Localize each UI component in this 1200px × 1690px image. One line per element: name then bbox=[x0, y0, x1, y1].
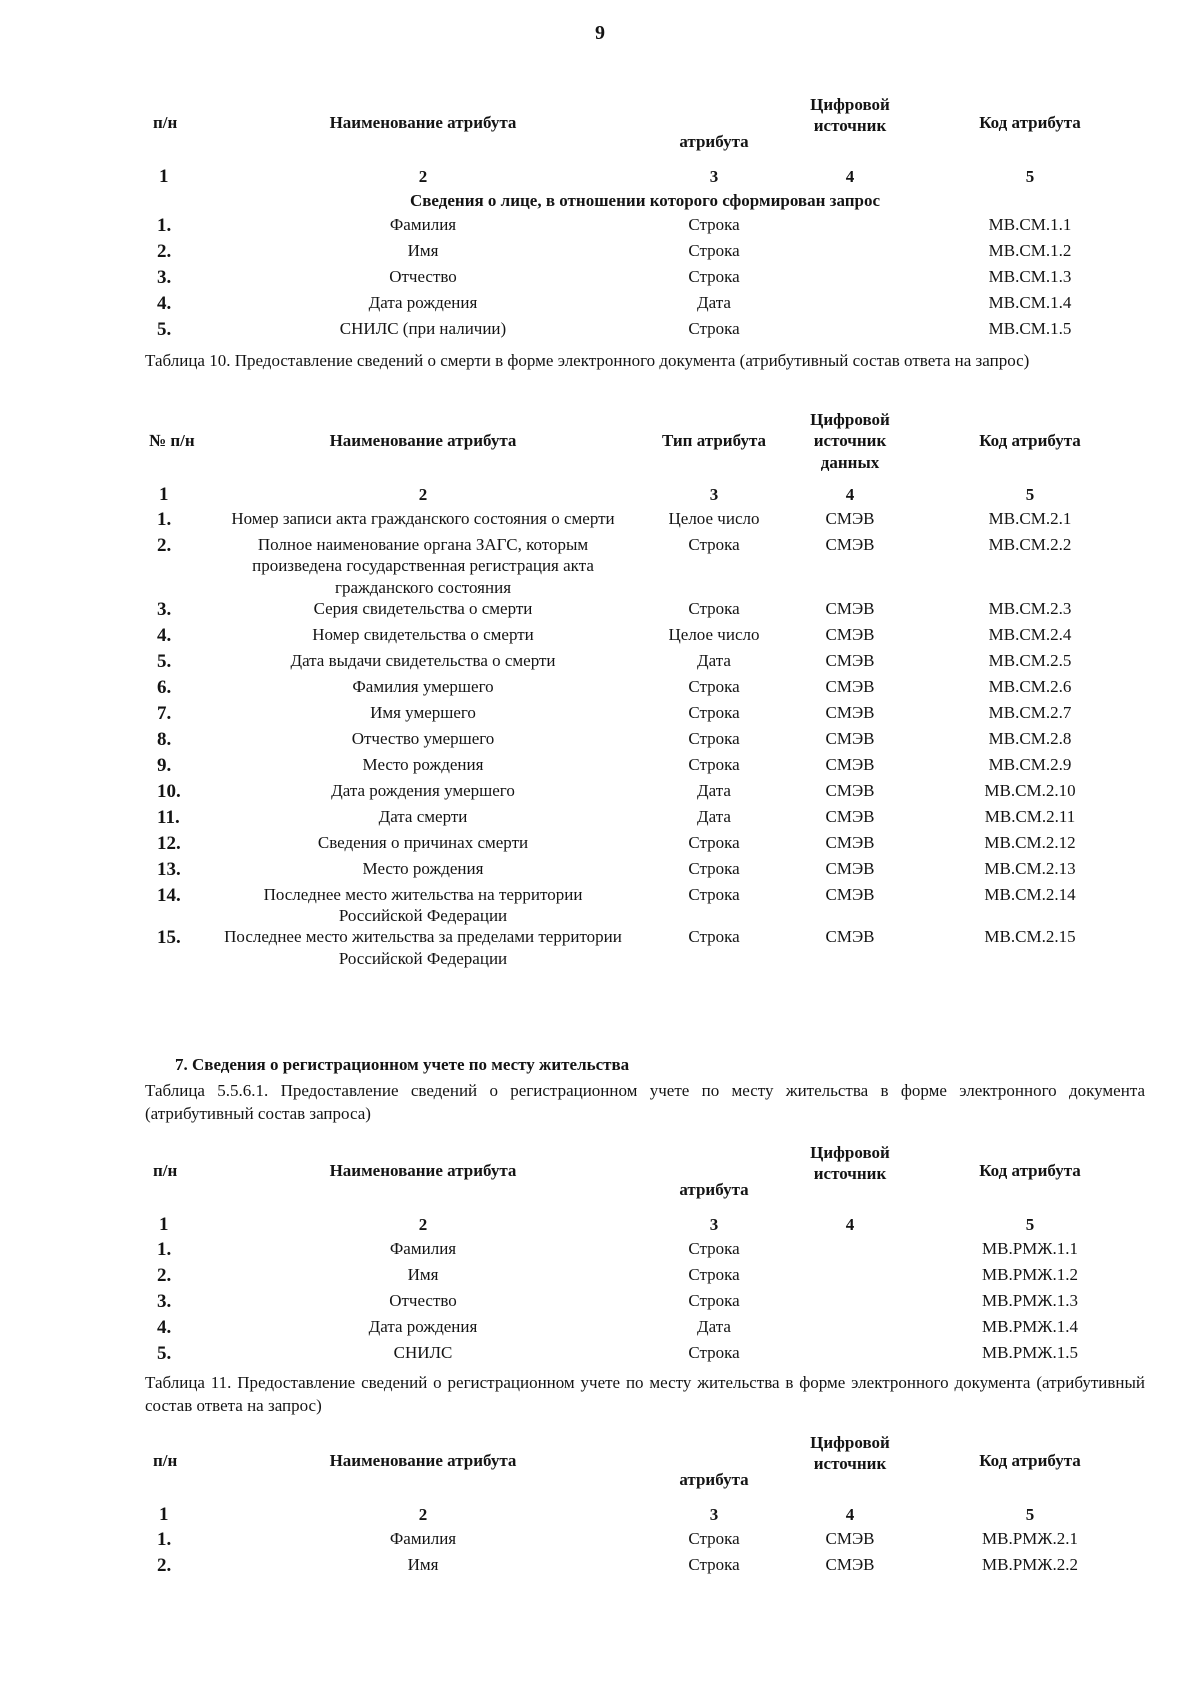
table-row bbox=[145, 624, 1145, 650]
attribute-name: Место рождения bbox=[362, 754, 484, 774]
attribute-type: Строка bbox=[688, 1239, 740, 1258]
row-number: 3. bbox=[157, 1291, 172, 1312]
table-row bbox=[145, 1238, 1145, 1264]
attribute-source bbox=[785, 292, 915, 318]
attribute-code: МВ.РМЖ.1.4 bbox=[981, 1317, 1078, 1336]
attribute-type: Дата bbox=[697, 293, 731, 312]
table-body bbox=[145, 1212, 1145, 1368]
attribute-code: МВ.СМ.1.5 bbox=[988, 319, 1072, 338]
attribute-code: МВ.СМ.2.2 bbox=[988, 535, 1072, 554]
column-index: 4 bbox=[845, 167, 855, 187]
attribute-type: Дата bbox=[697, 806, 731, 826]
attribute-type: Строка bbox=[688, 1343, 740, 1362]
table-row bbox=[145, 266, 1145, 292]
attribute-source bbox=[785, 1290, 915, 1316]
column-index: 1 bbox=[159, 1504, 169, 1526]
table-row bbox=[145, 780, 1145, 806]
attribute-code: МВ.СМ.1.3 bbox=[988, 267, 1072, 286]
table-row bbox=[145, 214, 1145, 240]
attribute-type: Строка bbox=[688, 728, 740, 748]
attribute-type: Строка bbox=[688, 1265, 740, 1284]
attribute-name: Сведения о причинах смерти bbox=[317, 832, 529, 852]
table-row bbox=[145, 650, 1145, 676]
attribute-source bbox=[785, 266, 915, 292]
table-registration-response bbox=[145, 1420, 1145, 1580]
attribute-source: СМЭВ bbox=[825, 509, 875, 528]
row-number: 1. bbox=[157, 215, 172, 236]
row-number: 12. bbox=[157, 832, 181, 854]
attribute-source: СМЭВ bbox=[825, 535, 875, 554]
attribute-source: СМЭВ bbox=[825, 598, 875, 618]
attribute-type: Целое число bbox=[668, 509, 760, 528]
table-row bbox=[145, 884, 1145, 927]
attribute-name: Отчество умершего bbox=[351, 728, 495, 748]
attribute-source bbox=[785, 318, 915, 344]
column-index-row bbox=[145, 1502, 1145, 1528]
attribute-code: МВ.СМ.1.1 bbox=[988, 215, 1072, 234]
attribute-code: МВ.РМЖ.1.3 bbox=[981, 1291, 1078, 1310]
attribute-code: МВ.РМЖ.2.1 bbox=[981, 1529, 1078, 1548]
caption-table-10: Таблица 10. Предоставление сведений о смерти в форме электронного документа (атрибутивный состав ответа на запрос) bbox=[145, 351, 1030, 370]
attribute-name: СНИЛС bbox=[393, 1343, 453, 1362]
table-death-response bbox=[145, 400, 1145, 969]
table-row bbox=[145, 1264, 1145, 1290]
table-row bbox=[145, 1290, 1145, 1316]
header-type: атрибута bbox=[679, 1469, 749, 1489]
attribute-name: Отчество bbox=[389, 267, 457, 286]
table-person-request bbox=[145, 82, 1145, 344]
attribute-name: Фамилия bbox=[389, 1239, 457, 1258]
row-number: 11. bbox=[157, 806, 180, 828]
attribute-type: Строка bbox=[688, 267, 740, 286]
attribute-type: Строка bbox=[688, 319, 740, 338]
table-body bbox=[145, 164, 1145, 344]
table-row bbox=[145, 598, 1145, 624]
attribute-name: Дата смерти bbox=[378, 806, 468, 826]
attribute-source: СМЭВ bbox=[825, 780, 875, 800]
header-source: Цифровой источник bbox=[810, 94, 890, 135]
attribute-type: Строка bbox=[688, 927, 740, 947]
table-row bbox=[145, 1342, 1145, 1368]
row-number: 1. bbox=[157, 1529, 172, 1550]
attribute-type: Строка bbox=[688, 702, 740, 722]
header-name: Наименование атрибута bbox=[329, 113, 517, 133]
table-row bbox=[145, 926, 1145, 969]
attribute-code: МВ.СМ.2.10 bbox=[984, 780, 1076, 800]
row-number: 6. bbox=[157, 676, 172, 698]
attribute-name: Имя умершего bbox=[370, 702, 476, 722]
attribute-code: МВ.СМ.2.3 bbox=[988, 598, 1072, 618]
table-row bbox=[145, 676, 1145, 702]
table-row bbox=[145, 1528, 1145, 1554]
table-row bbox=[145, 292, 1145, 318]
column-index: 5 bbox=[1025, 1505, 1035, 1525]
attribute-source bbox=[785, 1264, 915, 1290]
attribute-type: Строка bbox=[688, 1529, 740, 1548]
attribute-type: Строка bbox=[688, 1555, 740, 1574]
column-index: 1 bbox=[159, 1214, 169, 1236]
attribute-source: СМЭВ bbox=[825, 806, 875, 826]
section-heading-7: 7. Сведения о регистрационном учете по месту жительства bbox=[175, 1055, 630, 1074]
attribute-name: Фамилия умершего bbox=[352, 676, 494, 696]
column-index: 3 bbox=[709, 485, 719, 505]
column-index: 3 bbox=[709, 1505, 719, 1525]
attribute-source: СМЭВ bbox=[825, 702, 875, 722]
caption-table-11: Таблица 11. Предоставление сведений о регистрационном учете по месту жительства в форме электронного документа (атрибутивный состав ответа на запрос) bbox=[145, 1373, 1145, 1415]
attribute-type: Строка bbox=[688, 215, 740, 234]
attribute-name: Фамилия bbox=[389, 215, 457, 234]
row-number: 2. bbox=[157, 1555, 172, 1576]
attribute-name: Последнее место жительства на территории Российской Федерации bbox=[263, 884, 583, 925]
row-number: 5. bbox=[157, 1343, 172, 1364]
attribute-code: МВ.СМ.2.1 bbox=[988, 509, 1072, 528]
header-code: Код атрибута bbox=[979, 1451, 1081, 1471]
row-number: 2. bbox=[157, 1265, 172, 1286]
attribute-source: СМЭВ bbox=[825, 884, 875, 904]
table-row bbox=[145, 240, 1145, 266]
attribute-source: СМЭВ bbox=[825, 858, 875, 878]
attribute-name: Фамилия bbox=[389, 1529, 457, 1548]
row-number: 13. bbox=[157, 858, 181, 880]
column-index: 4 bbox=[845, 485, 855, 505]
attribute-name: Дата рождения умершего bbox=[331, 780, 515, 800]
header-num: п/н bbox=[153, 1161, 178, 1181]
header-source: Цифровой источник данных bbox=[810, 410, 890, 472]
attribute-type: Строка bbox=[688, 241, 740, 260]
header-code: Код атрибута bbox=[979, 431, 1081, 451]
attribute-code: МВ.СМ.2.4 bbox=[988, 624, 1072, 644]
table-row bbox=[145, 858, 1145, 884]
header-code: Код атрибута bbox=[979, 1161, 1081, 1181]
column-index: 1 bbox=[159, 484, 169, 506]
row-number: 9. bbox=[157, 754, 172, 776]
header-name: Наименование атрибута bbox=[329, 1161, 517, 1181]
attribute-code: МВ.СМ.2.8 bbox=[988, 728, 1072, 748]
table-row bbox=[145, 1316, 1145, 1342]
row-number: 5. bbox=[157, 319, 172, 340]
attribute-name: Место рождения bbox=[362, 858, 484, 878]
table-row bbox=[145, 534, 1145, 598]
attribute-name: Отчество bbox=[389, 1291, 457, 1310]
header-num: № п/н bbox=[149, 431, 195, 451]
column-index-row bbox=[145, 1212, 1145, 1238]
attribute-code: МВ.РМЖ.2.2 bbox=[981, 1555, 1078, 1574]
row-number: 7. bbox=[157, 702, 172, 724]
column-index: 5 bbox=[1025, 485, 1035, 505]
attribute-name: Номер записи акта гражданского состояния о смерти bbox=[231, 509, 615, 528]
attribute-code: МВ.СМ.2.15 bbox=[984, 927, 1076, 947]
row-number: 3. bbox=[157, 598, 172, 620]
table-body bbox=[145, 482, 1145, 969]
row-number: 10. bbox=[157, 780, 181, 802]
attribute-source: СМЭВ bbox=[825, 1529, 875, 1548]
column-index: 1 bbox=[159, 166, 169, 188]
attribute-code: МВ.СМ.2.7 bbox=[988, 702, 1072, 722]
attribute-code: МВ.СМ.2.11 bbox=[984, 806, 1076, 826]
header-num: п/н bbox=[153, 113, 178, 133]
column-index-row bbox=[145, 164, 1145, 190]
attribute-code: МВ.СМ.1.2 bbox=[988, 241, 1072, 260]
attribute-name: Серия свидетельства о смерти bbox=[313, 598, 533, 618]
attribute-code: МВ.СМ.1.4 bbox=[988, 293, 1072, 312]
row-number: 5. bbox=[157, 650, 172, 672]
header-source: Цифровой источник bbox=[810, 1432, 890, 1473]
column-index: 4 bbox=[845, 1505, 855, 1525]
header-name: Наименование атрибута bbox=[329, 1451, 517, 1471]
attribute-type: Строка bbox=[688, 884, 740, 904]
table-registration-request bbox=[145, 1130, 1145, 1368]
attribute-source: СМЭВ bbox=[825, 624, 875, 644]
column-index: 3 bbox=[709, 1215, 719, 1235]
header-type: Тип атрибута bbox=[661, 431, 767, 451]
column-index: 3 bbox=[709, 167, 719, 187]
attribute-name: Номер свидетельства о смерти bbox=[312, 624, 534, 644]
attribute-source bbox=[785, 214, 915, 240]
attribute-type: Строка bbox=[688, 676, 740, 696]
attribute-code: МВ.СМ.2.6 bbox=[988, 676, 1072, 696]
attribute-source bbox=[785, 240, 915, 266]
header-type: атрибута bbox=[679, 1179, 749, 1199]
caption-table-5561: Таблица 5.5.6.1. Предоставление сведений о регистрационном учете по месту жительства в форме электронного документа (атрибутивный состав запроса) bbox=[145, 1081, 1145, 1123]
row-number: 14. bbox=[157, 884, 181, 906]
row-number: 1. bbox=[157, 509, 172, 530]
attribute-source: СМЭВ bbox=[825, 650, 875, 670]
header-type: атрибута bbox=[679, 131, 749, 151]
attribute-name: Дата рождения bbox=[368, 1317, 478, 1336]
header-name: Наименование атрибута bbox=[329, 431, 517, 451]
row-number: 1. bbox=[157, 1239, 172, 1260]
table-row bbox=[145, 318, 1145, 344]
table-row bbox=[145, 754, 1145, 780]
column-index: 5 bbox=[1025, 1215, 1035, 1235]
column-index-row bbox=[145, 482, 1145, 508]
attribute-source bbox=[785, 1316, 915, 1342]
section-row bbox=[145, 190, 1145, 214]
table-row bbox=[145, 1554, 1145, 1580]
attribute-type: Строка bbox=[688, 832, 740, 852]
column-index: 4 bbox=[845, 1215, 855, 1235]
table-row bbox=[145, 806, 1145, 832]
attribute-name: Дата рождения bbox=[368, 293, 478, 312]
row-number: 2. bbox=[157, 535, 172, 556]
attribute-source: СМЭВ bbox=[825, 927, 875, 947]
attribute-type: Строка bbox=[688, 858, 740, 878]
attribute-type: Строка bbox=[688, 754, 740, 774]
table-row bbox=[145, 832, 1145, 858]
attribute-type: Целое число bbox=[668, 624, 760, 644]
page-number: 9 bbox=[595, 22, 605, 44]
attribute-type: Дата bbox=[697, 780, 731, 800]
section-title: Сведения о лице, в отношении которого сформирован запрос bbox=[409, 191, 881, 210]
attribute-source: СМЭВ bbox=[825, 676, 875, 696]
attribute-code: МВ.СМ.2.13 bbox=[984, 858, 1076, 878]
attribute-type: Дата bbox=[697, 1317, 731, 1336]
attribute-type: Строка bbox=[688, 535, 740, 554]
attribute-name: Имя bbox=[407, 241, 439, 260]
attribute-code: МВ.СМ.2.14 bbox=[984, 884, 1076, 904]
attribute-name: Полное наименование органа ЗАГС, которым произведена государственная регистрация акта гражданского состояния bbox=[252, 535, 594, 597]
row-number: 3. bbox=[157, 267, 172, 288]
attribute-source: СМЭВ bbox=[825, 1555, 875, 1574]
attribute-name: Дата выдачи свидетельства о смерти bbox=[290, 650, 556, 670]
attribute-name: СНИЛС (при наличии) bbox=[339, 319, 507, 338]
attribute-type: Строка bbox=[688, 598, 740, 618]
row-number: 15. bbox=[157, 927, 181, 949]
attribute-code: МВ.СМ.2.5 bbox=[988, 650, 1072, 670]
row-number: 4. bbox=[157, 1317, 172, 1338]
attribute-name: Имя bbox=[407, 1265, 439, 1284]
column-index: 2 bbox=[418, 1215, 428, 1235]
attribute-source: СМЭВ bbox=[825, 832, 875, 852]
column-index: 2 bbox=[418, 1505, 428, 1525]
header-code: Код атрибута bbox=[979, 113, 1081, 133]
column-index: 2 bbox=[418, 485, 428, 505]
row-number: 2. bbox=[157, 241, 172, 262]
attribute-source bbox=[785, 1238, 915, 1264]
attribute-type: Строка bbox=[688, 1291, 740, 1310]
attribute-code: МВ.РМЖ.1.5 bbox=[981, 1343, 1078, 1362]
column-index: 2 bbox=[418, 167, 428, 187]
attribute-code: МВ.СМ.2.9 bbox=[988, 754, 1072, 774]
row-number: 4. bbox=[157, 293, 172, 314]
attribute-source: СМЭВ bbox=[825, 754, 875, 774]
header-source: Цифровой источник bbox=[810, 1142, 890, 1183]
attribute-name: Последнее место жительства за пределами территории Российской Федерации bbox=[224, 927, 622, 968]
attribute-name: Имя bbox=[407, 1555, 439, 1574]
table-row bbox=[145, 702, 1145, 728]
header-num: п/н bbox=[153, 1451, 178, 1471]
row-number: 8. bbox=[157, 728, 172, 750]
attribute-code: МВ.СМ.2.12 bbox=[984, 832, 1076, 852]
table-row bbox=[145, 728, 1145, 754]
attribute-source bbox=[785, 1342, 915, 1368]
attribute-type: Дата bbox=[697, 650, 731, 670]
column-index: 5 bbox=[1025, 167, 1035, 187]
row-number: 4. bbox=[157, 624, 172, 646]
attribute-code: МВ.РМЖ.1.2 bbox=[981, 1265, 1078, 1284]
table-body bbox=[145, 1502, 1145, 1580]
table-row bbox=[145, 508, 1145, 534]
attribute-code: МВ.РМЖ.1.1 bbox=[981, 1239, 1078, 1258]
attribute-source: СМЭВ bbox=[825, 728, 875, 748]
